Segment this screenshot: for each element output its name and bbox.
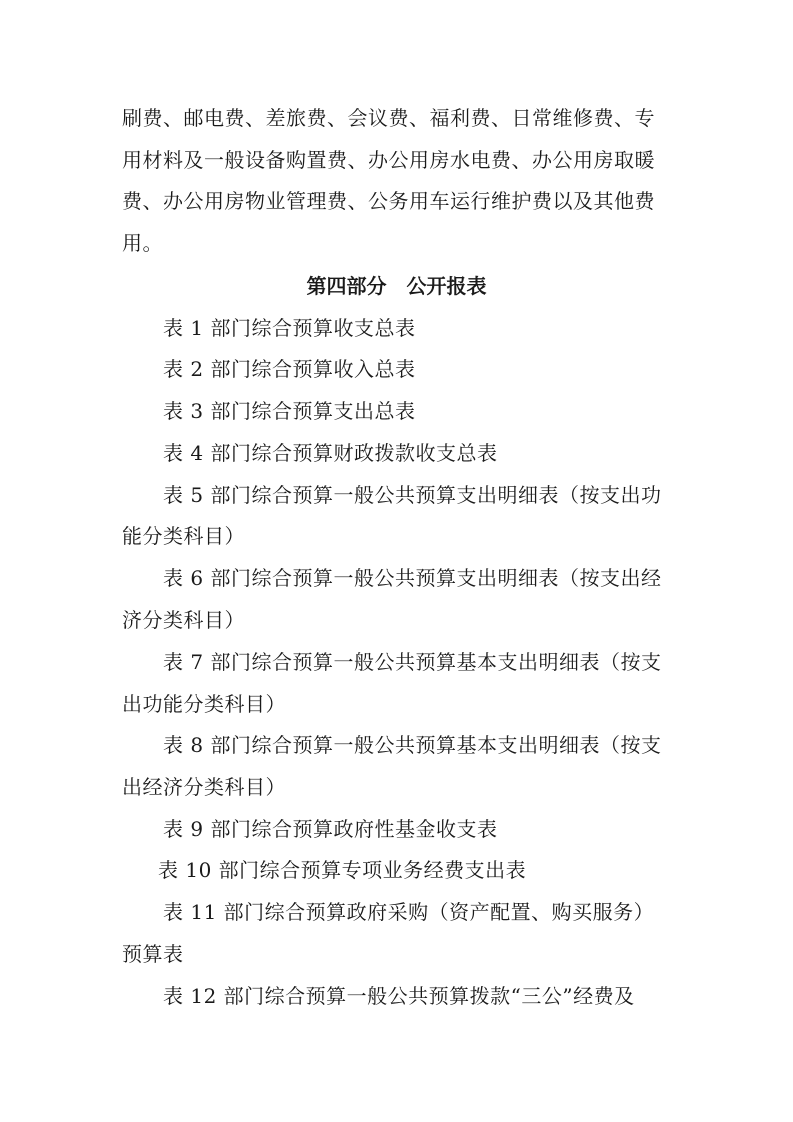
table-list-item: 表 11 部门综合预算政府采购（资产配置、购买服务） [163,900,655,924]
body-text-line: 用材料及一般设备购置费、办公用房水电费、办公用房取暖 [122,148,655,172]
table-list-item: 表 8 部门综合预算一般公共预算基本支出明细表（按支 [163,733,662,757]
table-list-item-continuation: 出经济分类科目） [122,775,286,799]
table-list-item-continuation: 能分类科目） [122,524,245,548]
section-heading: 第四部分 公开报表 [306,274,487,298]
table-list-item-continuation: 济分类科目） [122,608,245,632]
body-text-line: 用。 [122,231,163,255]
table-list-item: 表 7 部门综合预算一般公共预算基本支出明细表（按支 [163,650,662,674]
table-list-item: 表 3 部门综合预算支出总表 [163,399,416,423]
body-text-line: 刷费、邮电费、差旅费、会议费、福利费、日常维修费、专 [122,106,655,130]
table-list-item: 表 9 部门综合预算政府性基金收支表 [163,817,498,841]
table-list-item: 表 5 部门综合预算一般公共预算支出明细表（按支出功 [163,483,662,507]
table-list-item: 表 6 部门综合预算一般公共预算支出明细表（按支出经 [163,566,662,590]
body-text-line: 费、办公用房物业管理费、公务用车运行维护费以及其他费 [122,189,655,213]
table-list-item: 表 10 部门综合预算专项业务经费支出表 [158,858,527,882]
table-list-item: 表 2 部门综合预算收入总表 [163,357,416,381]
table-list-item: 表 1 部门综合预算收支总表 [163,316,416,340]
table-list-item-continuation: 出功能分类科目） [122,692,286,716]
table-list-item: 表 12 部门综合预算一般公共预算拨款“三公”经费及 [163,984,635,1008]
table-list-item-continuation: 预算表 [122,942,184,966]
table-list-item: 表 4 部门综合预算财政拨款收支总表 [163,441,498,465]
